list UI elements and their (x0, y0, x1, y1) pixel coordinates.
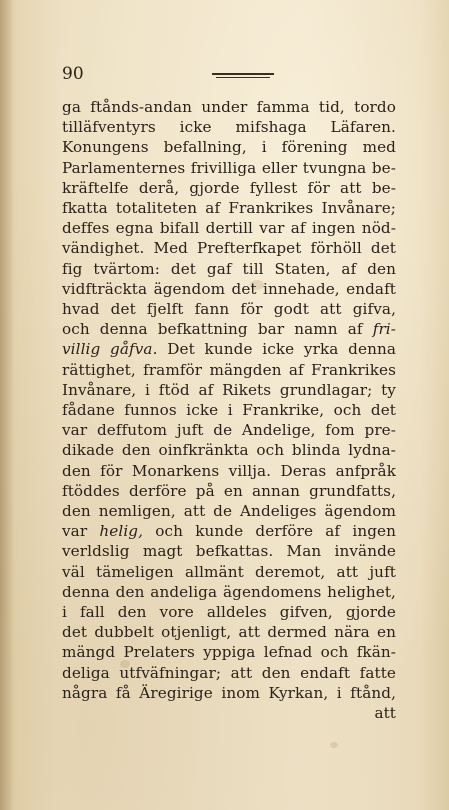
text-line (62, 420, 396, 440)
text-line-content: fig tvärtom: det gaf till Staten, af den (62, 259, 396, 278)
text-line (62, 117, 396, 137)
text-line-content: mängd Prelaters yppiga lefnad och fkän- (62, 643, 396, 662)
page-header (62, 64, 392, 88)
page-number: 90 (62, 64, 84, 84)
text-line-content: var (62, 522, 100, 541)
text-line (62, 663, 396, 683)
text-line (62, 198, 396, 218)
text-line-content: verldslig magt befkattas. Man invände (62, 542, 396, 561)
text-line-content: den nemligen, att de Andeliges ägendom (62, 502, 396, 521)
italic-text: villig gåfva. (62, 340, 158, 359)
text-line (62, 602, 396, 622)
text-line-content: hvad det fjelft fann för godt att gifva, (62, 300, 396, 319)
text-line-content: denna den andeliga ägendomens helighet, (62, 582, 396, 601)
text-line-content: fkatta totaliteten af Frankrikes Invånare; (62, 199, 396, 218)
text-line-content: den för Monarkens villja. Deras anfpråk (62, 461, 396, 480)
text-line (62, 642, 396, 662)
text-line-content: väl tämeligen allmänt deremot, att juft (62, 562, 396, 581)
text-line-content: rättighet, framför mängden af Frankrikes (62, 360, 396, 379)
text-line (62, 683, 396, 703)
text-line-content: Det kunde icke yrka denna (157, 340, 396, 359)
text-line (62, 97, 396, 117)
text-line-content: och denna befkattning bar namn af (62, 320, 373, 339)
text-line-content: deffes egna bifall dertill var af ingen nöd- (62, 219, 396, 238)
text-line-content: var deffutom juft de Andelige, fom pre- (62, 421, 396, 440)
text-line-content: Konungens befallning, i förening med (62, 138, 396, 157)
text-line-content: Invånare, i ftöd af Rikets grundlagar; ty (62, 380, 396, 399)
text-line-content: några få Äregirige inom Kyrkan, i ftånd, (62, 683, 396, 702)
paper-stain (330, 742, 338, 748)
text-line-content: och kunde derföre af ingen (143, 522, 396, 541)
text-line (62, 541, 396, 561)
text-line (62, 360, 396, 380)
text-line (62, 461, 396, 481)
text-line (62, 178, 396, 198)
text-line-content: tilläfventyrs icke mifshaga Läfaren. (62, 118, 396, 137)
text-line-content: Parlamenternes frivilliga eller tvungna be- (62, 158, 396, 177)
text-line (62, 218, 396, 238)
text-line (62, 238, 396, 258)
text-line (62, 259, 396, 279)
italic-text: fri- (372, 320, 396, 339)
text-line (62, 481, 396, 501)
body-text (62, 97, 396, 723)
text-line (62, 137, 396, 157)
text-line (62, 562, 396, 582)
text-line-content: deliga utfväfningar; att den endaft fatte (62, 663, 396, 682)
text-line-content: fådane funnos icke i Frankrike, och det (62, 401, 396, 420)
text-line-content: ftöddes derföre på en annan grundfatts, (62, 481, 396, 500)
text-line (62, 380, 396, 400)
header-ornament-rule (212, 73, 274, 79)
text-line-content: vidfträckta ägendom det innehade, endaft (62, 279, 396, 298)
text-line (62, 299, 396, 319)
text-line (62, 319, 396, 339)
text-line-content: att (374, 704, 396, 723)
text-line-content: dikade den oinfkränkta och blinda lydna- (62, 441, 396, 460)
text-line (62, 400, 396, 420)
text-line (62, 622, 396, 642)
text-line-content: ga ftånds-andan under famma tid, tordo (62, 98, 396, 116)
text-line-content: kräftelfe derå, gjorde fyllest för att be- (62, 178, 396, 197)
italic-text: helig, (99, 522, 144, 541)
text-line-content: i fall den vore alldeles gifven, gjorde (62, 603, 396, 622)
text-line (62, 279, 396, 299)
text-line (62, 703, 396, 723)
text-line (62, 339, 396, 359)
text-line (62, 158, 396, 178)
text-line-content: vändighet. Med Prefterfkapet förhöll det (62, 239, 396, 258)
text-line (62, 501, 396, 521)
text-line-content: det dubbelt otjenligt, att dermed nära en (62, 623, 396, 642)
text-line (62, 521, 396, 541)
text-line (62, 440, 396, 460)
text-line (62, 582, 396, 602)
